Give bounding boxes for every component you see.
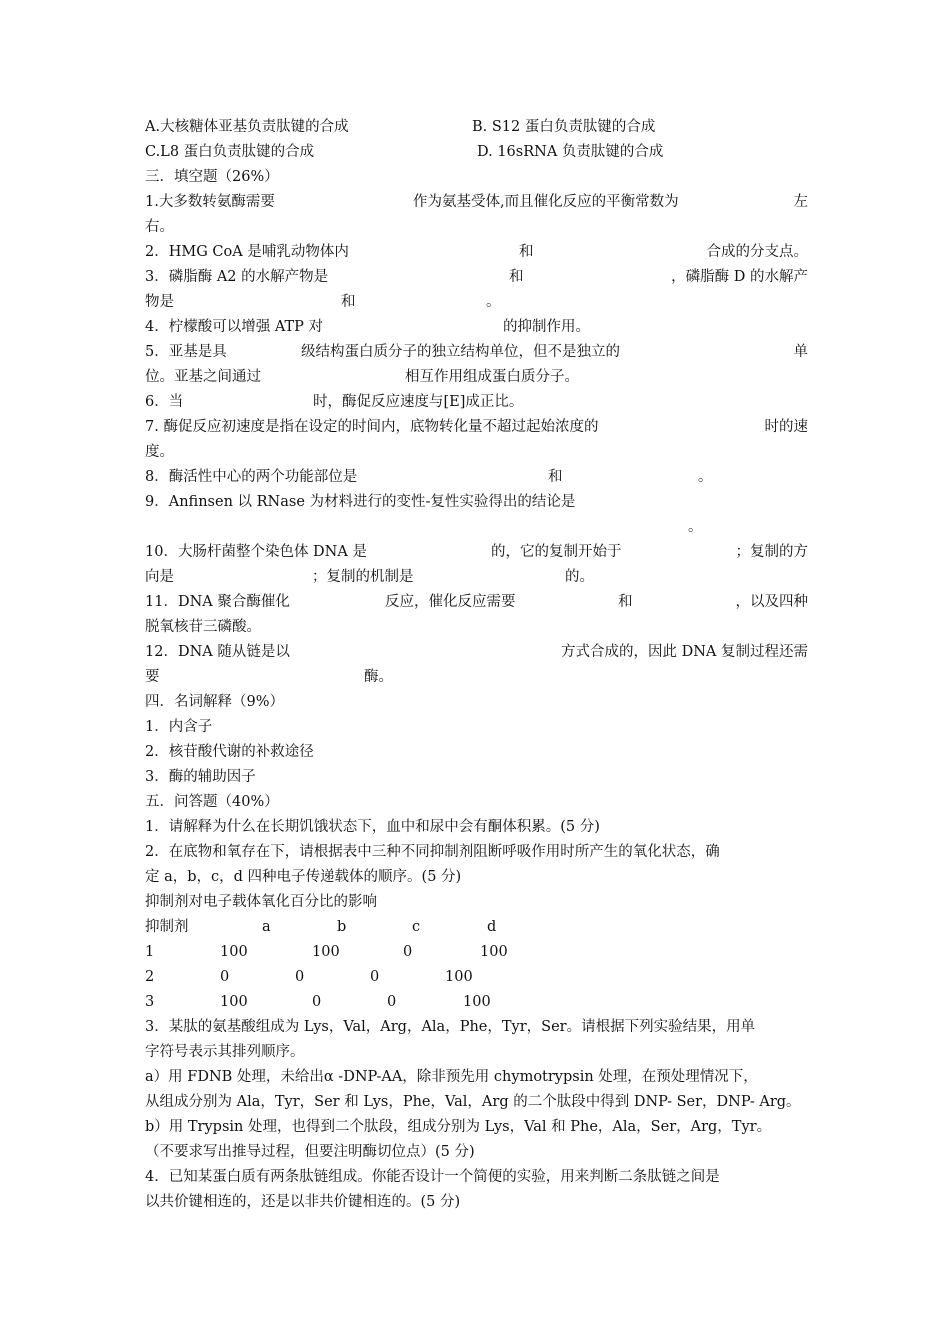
q-text: ，磷脂酶 D 的水解产 [671, 269, 808, 285]
q-text: 的，它的复制开始于 [491, 544, 622, 560]
question-line [145, 840, 808, 865]
q-text: b）用 Trypsin 处理，也得到二个肽段，组成分别为 Lys，Val 和 Phe，Ala，Ser，Arg，Tyr。 [145, 1119, 772, 1135]
table-header-row [145, 915, 808, 940]
table-cell: 100 [480, 944, 508, 960]
q-text: 的。 [565, 569, 594, 585]
q-text: 。 [486, 294, 501, 310]
q-text: 反应，催化反应需要 [385, 594, 516, 610]
q-text: ；复制的机制是 [312, 569, 414, 585]
question-line [145, 540, 808, 565]
q-text: 。 [698, 469, 713, 485]
q-text: 1．请解释为什么在长期饥饿状态下，血中和尿中会有酮体积累。(5 分) [145, 819, 600, 835]
table-row [145, 940, 808, 965]
question-line [145, 515, 808, 540]
table-cell: 0 [403, 944, 413, 960]
section-heading-qa [145, 790, 808, 815]
table-row [145, 990, 808, 1015]
q-text: 脱氧核苷三磷酸。 [145, 619, 261, 635]
q-text: 合成的分支点。 [706, 244, 808, 260]
question-line [145, 665, 808, 690]
question-line [145, 1190, 808, 1215]
question-line [145, 190, 808, 215]
q-text: 向是 [145, 569, 174, 585]
question-line [145, 590, 808, 615]
question-line [145, 265, 808, 290]
section-heading-fill [145, 165, 808, 190]
q-text: 的抑制作用。 [503, 319, 590, 335]
question-line [145, 1115, 808, 1140]
question-line [145, 1065, 808, 1090]
q-text: 1.大多数转氨酶需要 [145, 194, 275, 210]
section-heading-terms [145, 690, 808, 715]
table-header-cell: a [262, 919, 271, 935]
question-line [145, 565, 808, 590]
question-line [145, 1090, 808, 1115]
q-text: 时，酶促反应速度与[E]成正比。 [313, 394, 524, 410]
q-text: 和 [618, 594, 633, 610]
term-text: 1．内含子 [145, 719, 213, 735]
question-line [145, 615, 808, 640]
question-line [145, 315, 808, 340]
table-cell: 1 [145, 944, 155, 960]
question-line [145, 240, 808, 265]
table-header-cell: b [337, 919, 347, 935]
table-cell: 0 [295, 969, 305, 985]
table-cell: 100 [220, 944, 248, 960]
table-cell: 0 [220, 969, 230, 985]
q-text: 11．DNA 聚合酶催化 [145, 594, 290, 610]
question-line [145, 865, 808, 890]
term-text: 2．核苷酸代谢的补救途径 [145, 744, 314, 760]
question-line [145, 415, 808, 440]
table-cell: 0 [312, 994, 322, 1010]
q-text: 3．磷脂酶 A2 的水解产物是 [145, 269, 329, 285]
table-header-cell: 抑制剂 [145, 919, 189, 935]
q-text: 和 [509, 269, 524, 285]
q-text: 8．酶活性中心的两个功能部位是 [145, 469, 358, 485]
option-d: D. 16sRNA 负责肽键的合成 [477, 144, 664, 160]
option-c: C.L8 蛋白负责肽键的合成 [145, 144, 315, 160]
q-text: 5．亚基是具 [145, 344, 227, 360]
q-text: 相互作用组成蛋白质分子。 [405, 369, 579, 385]
q-text: 9．Anfinsen 以 RNase 为材料进行的变性-复性实验得出的结论是 [145, 494, 576, 510]
question-line [145, 440, 808, 465]
term-item [145, 765, 808, 790]
question-line [145, 1040, 808, 1065]
q-text: 4．已知某蛋白质有两条肽链组成。你能否设计一个简便的实验，用来判断二条肽链之间是 [145, 1169, 720, 1185]
question-line [145, 1165, 808, 1190]
q-text: 字符号表示其排列顺序。 [145, 1044, 305, 1060]
q-text: 级结构蛋白质分子的独立结构单位，但不是独立的 [301, 344, 620, 360]
table-cell: 3 [145, 994, 155, 1010]
table-header-cell: d [487, 919, 497, 935]
q-text: 以共价键相连的，还是以非共价键相连的。(5 分) [145, 1194, 461, 1210]
q-text: 从组成分别为 Ala，Tyr，Ser 和 Lys，Phe，Val，Arg 的二个肽段中得到 DNP- Ser，DNP- Arg。 [145, 1094, 801, 1110]
q-text: 。 [688, 519, 703, 535]
q-text: a）用 FDNB 处理，未给出α -DNP-AA，除非预先用 chymotrypsin 处理，在预处理情况下， [145, 1069, 758, 1085]
heading-text: 五．问答题（40%） [145, 794, 279, 810]
q-text: （不要求写出推导过程，但要注明酶切位点）(5 分) [145, 1144, 475, 1160]
question-line [145, 390, 808, 415]
q-text: 右。 [145, 219, 174, 235]
q-text: 物是 [145, 294, 174, 310]
q-text: 度。 [145, 444, 174, 460]
table-cell: 100 [445, 969, 473, 985]
q-text: 定 a，b，c，d 四种电子传递载体的顺序。(5 分) [145, 869, 462, 885]
q-text: 作为氨基受体,而且催化反应的平衡常数为 [413, 194, 679, 210]
q-text: 时的速 [764, 419, 808, 435]
q-text: 3．某肽的氨基酸组成为 Lys，Val，Arg，Ala，Phe，Tyr，Ser。请根据下列实验结果，用单 [145, 1019, 756, 1035]
option-b: B. S12 蛋白负责肽键的合成 [472, 119, 656, 135]
question-line [145, 465, 808, 490]
q-text: 和 [548, 469, 563, 485]
q-text: ；复制的方 [735, 544, 808, 560]
option-row [145, 140, 808, 165]
question-line [145, 1015, 808, 1040]
question-line [145, 290, 808, 315]
question-line [145, 1140, 808, 1165]
table-title-text: 抑制剂对电子载体氧化百分比的影响 [145, 894, 377, 910]
q-text: 方式合成的，因此 DNA 复制过程还需 [560, 644, 808, 660]
option-a: A.大核糖体亚基负责肽键的合成 [145, 119, 349, 135]
table-row [145, 965, 808, 990]
q-text: 2．HMG CoA 是哺乳动物体内 [145, 244, 349, 260]
term-item [145, 715, 808, 740]
q-text: 12．DNA 随从链是以 [145, 644, 290, 660]
heading-text: 四．名词解释（9%） [145, 694, 285, 710]
table-cell: 0 [370, 969, 380, 985]
q-text: 和 [341, 294, 356, 310]
heading-text: 三．填空题（26%） [145, 169, 279, 185]
question-line [145, 340, 808, 365]
q-text: 酶。 [364, 669, 393, 685]
question-line [145, 365, 808, 390]
q-text: 和 [519, 244, 534, 260]
q-text: 左 [793, 194, 808, 210]
question-line [145, 815, 808, 840]
q-text: ，以及四种 [735, 594, 808, 610]
table-cell: 100 [220, 994, 248, 1010]
question-line [145, 490, 808, 515]
term-item [145, 740, 808, 765]
option-row [145, 115, 808, 140]
table-cell: 2 [145, 969, 155, 985]
table-cell: 0 [387, 994, 397, 1010]
q-text: 7. 酶促反应初速度是指在设定的时间内，底物转化量不超过起始浓度的 [145, 419, 599, 435]
table-cell: 100 [312, 944, 340, 960]
q-text: 要 [145, 669, 160, 685]
q-text: 单 [793, 344, 808, 360]
table-header-cell: c [412, 919, 421, 935]
q-text: 2．在底物和氧存在下，请根据表中三种不同抑制剂阻断呼吸作用时所产生的氧化状态，确 [145, 844, 720, 860]
q-text: 10．大肠杆菌整个染色体 DNA 是 [145, 544, 367, 560]
q-text: 6．当 [145, 394, 184, 410]
question-line [145, 215, 808, 240]
q-text: 位。亚基之间通过 [145, 369, 261, 385]
table-cell: 100 [463, 994, 491, 1010]
term-text: 3．酶的辅助因子 [145, 769, 256, 785]
question-line [145, 640, 808, 665]
q-text: 4．柠檬酸可以增强 ATP 对 [145, 319, 324, 335]
table-title [145, 890, 808, 915]
